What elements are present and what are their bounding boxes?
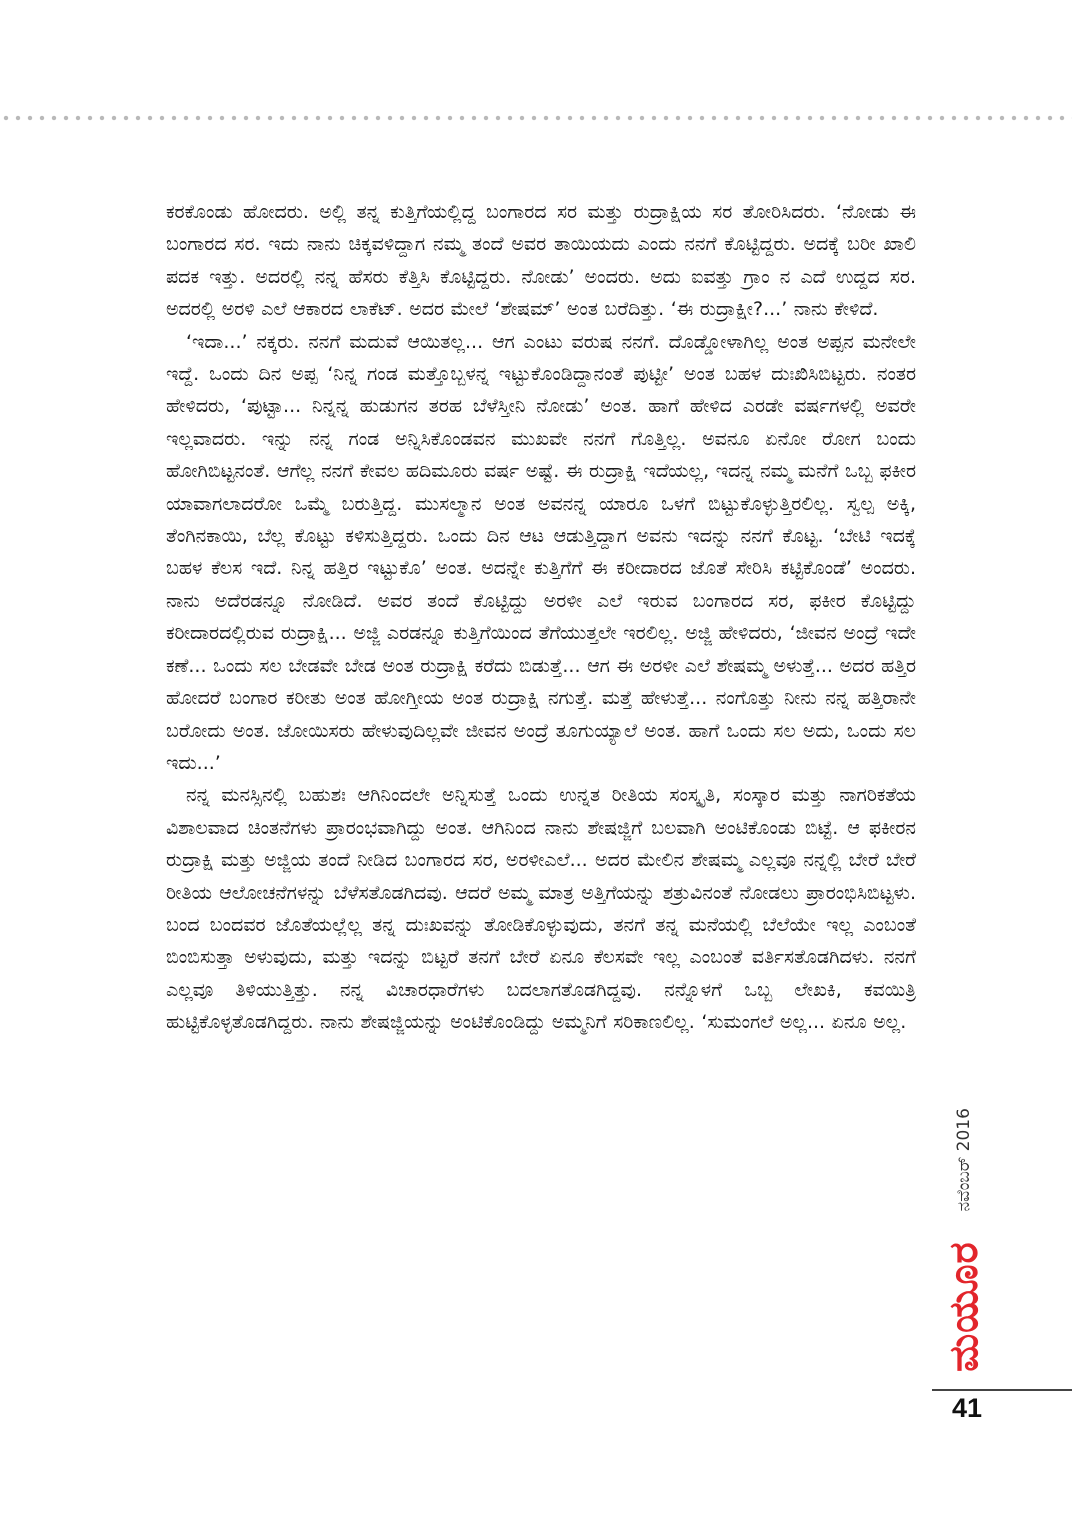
article-body: [166, 196, 916, 1039]
magazine-sidebar: [936, 1095, 996, 1385]
paragraph-2: ‘ಇದಾ...’ ನಕ್ಕರು. ನನಗೆ ಮದುವೆ ಆಯಿತಲ್ಲ... ಆಗ ಎಂಟು ವರುಷ ನನಗೆ. ದೊಡ್ಡೋಳಾಗಿಲ್ಲ ಅಂತ ಅಪ್ಪನ ಮನೇಲೇ ಇದ್ದೆ. ಒಂದು ದಿನ ಅಪ್ಪ ‘ನಿನ್ನ ಗಂಡ ಮತ್ತೊಬ್ಬಳನ್ನ ಇಟ್ಟುಕೊಂಡಿದ್ದಾನಂತೆ ಪುಟ್ಟೀ’ ಅಂತ ಬಹಳ ದುಃಖಿಸಿಬಿಟ್ಟರು. ನಂತರ ಹೇಳಿದರು, ‘ಪುಟ್ಟಾ... ನಿನ್ನನ್ನ ಹುಡುಗನ ತರಹ ಬೆಳೆಸ್ತೀನಿ ನೋಡು’ ಅಂತ. ಹಾಗೆ ಹೇಳಿದ ಎರಡೇ ವರ್ಷಗಳಲ್ಲಿ ಅವರೇ ಇಲ್ಲವಾದರು. ಇನ್ನು ನನ್ನ ಗಂಡ ಅನ್ನಿಸಿಕೊಂಡವನ ಮುಖವೇ ನನಗೆ ಗೊತ್ತಿಲ್ಲ. ಅವನೂ ಏನೋ ರೋಗ ಬಂದು ಹೋಗಿಬಿಟ್ಟನಂತೆ. ಆಗೆಲ್ಲ ನನಗೆ ಕೇವಲ ಹದಿಮೂರು ವರ್ಷ ಅಷ್ಟೆ. ಈ ರುದ್ರಾಕ್ಷಿ ಇದೆಯಲ್ಲ, ಇದನ್ನ ನಮ್ಮ ಮನೆಗೆ ಒಬ್ಬ ಫಕೀರ ಯಾವಾಗಲಾದರೋ ಒಮ್ಮೆ ಬರುತ್ತಿದ್ದ. ಮುಸಲ್ಮಾನ ಅಂತ ಅವನನ್ನ ಯಾರೂ ಒಳಗೆ ಬಿಟ್ಟುಕೊಳ್ಳುತ್ತಿರಲಿಲ್ಲ. ಸ್ವಲ್ಪ ಅಕ್ಕಿ, ತೆಂಗಿನಕಾಯಿ, ಬೆಲ್ಲ ಕೊಟ್ಟು ಕಳಿಸುತ್ತಿದ್ದರು. ಒಂದು ದಿನ ಆಟ ಆಡುತ್ತಿದ್ದಾಗ ಅವನು ಇದನ್ನು ನನಗೆ ಕೊಟ್ಟ. ‘ಬೇಟಿ ಇದಕ್ಕೆ ಬಹಳ ಕೆಲಸ ಇದೆ. ನಿನ್ನ ಹತ್ತಿರ ಇಟ್ಟುಕೊ’ ಅಂತ. ಅದನ್ನೇ ಕುತ್ತಿಗೆಗೆ ಈ ಕರೀದಾರದ ಜೊತೆ ಸೇರಿಸಿ ಕಟ್ಟಿಕೊಂಡೆ’ ಅಂದರು. ನಾನು ಅದೆರಡನ್ನೂ ನೋಡಿದೆ. ಅವರ ತಂದೆ ಕೊಟ್ಟಿದ್ದು ಅರಳೀ ಎಲೆ ಇರುವ ಬಂಗಾರದ ಸರ, ಫಕೀರ ಕೊಟ್ಟಿದ್ದು ಕರೀದಾರದಲ್ಲಿರುವ ರುದ್ರಾಕ್ಷಿ... ಅಜ್ಜಿ ಎರಡನ್ನೂ ಕುತ್ತಿಗೆಯಿಂದ ತೆಗೆಯುತ್ತಲೇ ಇರಲಿಲ್ಲ. ಅಜ್ಜಿ ಹೇಳಿದರು, ‘ಜೀವನ ಅಂದ್ರೆ ಇದೇ ಕಣೆ... ಒಂದು ಸಲ ಬೇಡವೇ ಬೇಡ ಅಂತ ರುದ್ರಾಕ್ಷಿ ಕರೆದು ಬಿಡುತ್ತೆ... ಆಗ ಈ ಅರಳೀ ಎಲೆ ಶೇಷಮ್ಮ ಅಳುತ್ತೆ... ಅದರ ಹತ್ತಿರ ಹೋದರೆ ಬಂಗಾರ ಕರೀತು ಅಂತ ಹೋಗ್ತೀಯ ಅಂತ ರುದ್ರಾಕ್ಷಿ ನಗುತ್ತೆ. ಮತ್ತೆ ಹೇಳುತ್ತೆ... ನಂಗೊತ್ತು ನೀನು ನನ್ನ ಹತ್ತಿರಾನೇ ಬರೋದು ಅಂತ. ಜೋಯಿಸರು ಹೇಳುವುದಿಲ್ಲವೇ ಜೀವನ ಅಂದ್ರೆ ತೂಗುಯ್ಯಾಲೆ ಅಂತ. ಹಾಗೆ ಒಂದು ಸಲ ಅದು, ಒಂದು ಸಲ ಇದು...’: [166, 330, 916, 774]
paragraph-3: ನನ್ನ ಮನಸ್ಸಿನಲ್ಲಿ ಬಹುಶಃ ಆಗಿನಿಂದಲೇ ಅನ್ನಿಸುತ್ತೆ ಒಂದು ಉನ್ನತ ರೀತಿಯ ಸಂಸ್ಕೃತಿ, ಸಂಸ್ಕಾರ ಮತ್ತು ನಾಗರಿಕತೆಯ ವಿಶಾಲವಾದ ಚಿಂತನೆಗಳು ಪ್ರಾರಂಭವಾಗಿದ್ದು ಅಂತ. ಆಗಿನಿಂದ ನಾನು ಶೇಷಜ್ಜಿಗೆ ಬಲವಾಗಿ ಅಂಟಿಕೊಂಡು ಬಿಟ್ಟೆ. ಆ ಫಕೀರನ ರುದ್ರಾಕ್ಷಿ ಮತ್ತು ಅಜ್ಜಿಯ ತಂದೆ ನೀಡಿದ ಬಂಗಾರದ ಸರ, ಅರಳೀಎಲೆ... ಅದರ ಮೇಲಿನ ಶೇಷಮ್ಮ ಎಲ್ಲವೂ ನನ್ನಲ್ಲಿ ಬೇರೆ ಬೇರೆ ರೀತಿಯ ಆಲೋಚನೆಗಳನ್ನು ಬೆಳೆಸತೊಡಗಿದವು. ಆದರೆ ಅಮ್ಮ ಮಾತ್ರ ಅತ್ತಿಗೆಯನ್ನು ಶತ್ರುವಿನಂತೆ ನೋಡಲು ಪ್ರಾರಂಭಿಸಿಬಿಟ್ಟಳು. ಬಂದ ಬಂದವರ ಜೊತೆಯಲ್ಲೆಲ್ಲ ತನ್ನ ದುಃಖವನ್ನು ತೋಡಿಕೊಳ್ಳುವುದು, ತನಗೆ ತನ್ನ ಮನೆಯಲ್ಲಿ ಬೆಲೆಯೇ ಇಲ್ಲ ಎಂಬಂತೆ ಬಿಂಬಿಸುತ್ತಾ ಅಳುವುದು, ಮತ್ತು ಇದನ್ನು ಬಿಟ್ಟರೆ ತನಗೆ ಬೇರೆ ಏನೂ ಕೆಲಸವೇ ಇಲ್ಲ ಎಂಬಂತೆ ವರ್ತಿಸತೊಡಗಿದಳು. ನನಗೆ ಎಲ್ಲವೂ ತಿಳಿಯುತ್ತಿತ್ತು. ನನ್ನ ವಿಚಾರಧಾರೆಗಳು ಬದಲಾಗತೊಡಗಿದ್ದವು. ನನ್ನೊಳಗೆ ಒಬ್ಬ ಲೇಖಕಿ, ಕವಯಿತ್ರಿ ಹುಟ್ಟಿಕೊಳ್ಳತೊಡಗಿದ್ದರು. ನಾನು ಶೇಷಜ್ಜಿಯನ್ನು ಅಂಟಿಕೊಂಡಿದ್ದು ಅಮ್ಮನಿಗೆ ಸರಿಕಾಣಲಿಲ್ಲ. ‘ಸುಮಂಗಲೆ ಅಲ್ಲ... ಏನೂ ಅಲ್ಲ.: [166, 784, 916, 1034]
magazine-logo: ಮಯೂರ: [941, 1241, 987, 1372]
page-number: 41: [952, 1393, 983, 1423]
issue-date: ನವೆಂಬರ್ 2016: [954, 1108, 974, 1212]
page-number-rule: [932, 1389, 1072, 1391]
dotted-header-rule: [0, 114, 1072, 122]
paragraph-1: ಕರಕೊಂಡು ಹೋದರು. ಅಲ್ಲಿ ತನ್ನ ಕುತ್ತಿಗೆಯಲ್ಲಿದ್ದ ಬಂಗಾರದ ಸರ ಮತ್ತು ರುದ್ರಾಕ್ಷಿಯ ಸರ ತೋರಿಸಿದರು. ‘ನೋಡು ಈ ಬಂಗಾರದ ಸರ. ಇದು ನಾನು ಚಿಕ್ಕವಳಿದ್ದಾಗ ನಮ್ಮ ತಂದೆ ಅವರ ತಾಯಿಯದು ಎಂದು ನನಗೆ ಕೊಟ್ಟಿದ್ದರು. ಅದಕ್ಕೆ ಬರೀ ಖಾಲಿ ಪದಕ ಇತ್ತು. ಅದರಲ್ಲಿ ನನ್ನ ಹೆಸರು ಕೆತ್ತಿಸಿ ಕೊಟ್ಟಿದ್ದರು. ನೋಡು’ ಅಂದರು. ಅದು ಐವತ್ತು ಗ್ರಾಂ ನ ಎದೆ ಉದ್ದದ ಸರ. ಅದರಲ್ಲಿ ಅರಳಿ ಎಲೆ ಆಕಾರದ ಲಾಕೆಟ್. ಅದರ ಮೇಲೆ ‘ಶೇಷಮ್’ ಅಂತ ಬರೆದಿತ್ತು. ‘ಈ ರುದ್ರಾಕ್ಷೀ?...’ ನಾನು ಕೇಳಿದೆ.: [166, 201, 916, 321]
sidebar-rotated-group: [941, 1108, 987, 1372]
